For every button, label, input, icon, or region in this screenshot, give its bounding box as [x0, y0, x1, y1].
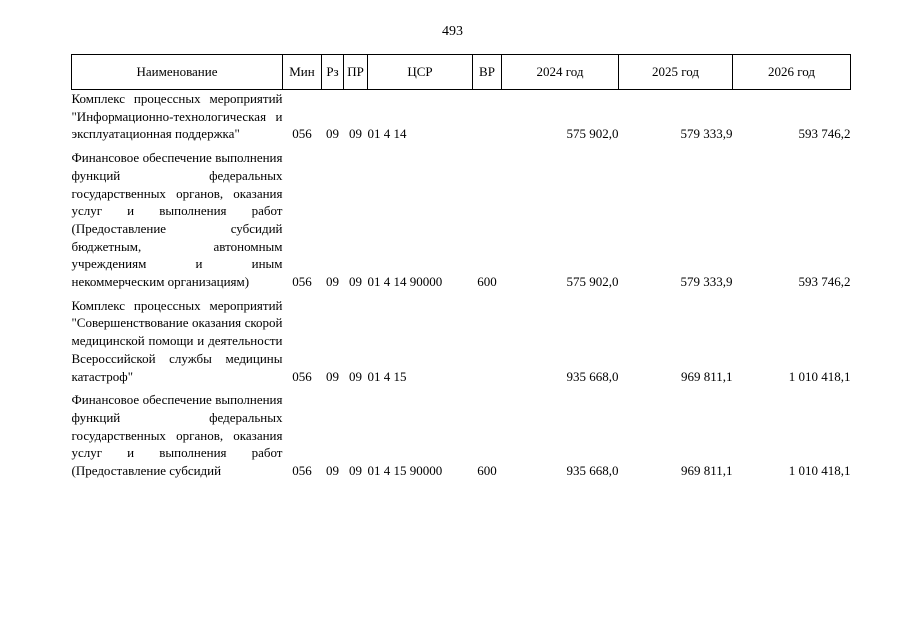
table-row: [72, 90, 851, 150]
row-pr: 09: [349, 274, 362, 290]
page-number: 493: [442, 24, 463, 39]
row-pr: 09: [349, 126, 362, 142]
row-min: 056: [292, 463, 312, 479]
header-2025: 2025 год: [619, 55, 733, 90]
row-vr: 600: [477, 463, 497, 479]
header-2024: 2024 год: [502, 55, 619, 90]
row-name: Комплекс процессных мероприятий "Совершенствование оказания скорой медицинской помощи и деятельности Всероссийской службы медицины катастроф": [71, 297, 283, 384]
row-2025: 969 811,1: [680, 368, 733, 384]
row-rz: 09: [326, 463, 339, 479]
row-rz: 09: [326, 368, 339, 384]
row-2024: 935 668,0: [566, 463, 619, 479]
row-pr: 09: [349, 463, 362, 479]
row-min: 056: [292, 368, 312, 384]
row-name: Финансовое обеспечение выполнения функций федеральных государственных органов, оказания услуг и выполнения работ (Предоставление субсидий бюджетным, автономным учреждениям и иным некоммерческим организациям): [71, 150, 283, 290]
row-2026: 1 010 418,1: [788, 463, 851, 479]
row-2025: 969 811,1: [680, 463, 733, 479]
row-2024: 935 668,0: [566, 368, 619, 384]
row-vr: [473, 90, 502, 150]
row-csr: 01 4 14 90000: [367, 274, 443, 290]
row-name: Финансовое обеспечение выполнения функций федеральных государственных органов, оказания услуг и выполнения работ (Предоставление субсидий: [71, 392, 283, 479]
row-vr: 600: [477, 274, 497, 290]
table-header-row: [72, 55, 851, 90]
header-pr: ПР: [344, 55, 368, 90]
table-row: [72, 149, 851, 297]
header-vr: ВР: [473, 55, 502, 90]
table-row: [72, 297, 851, 392]
row-rz: 09: [326, 126, 339, 142]
row-2025: 579 333,9: [680, 126, 733, 142]
row-csr: 01 4 15 90000: [367, 463, 443, 479]
budget-table: [71, 54, 851, 480]
row-2026: 593 746,2: [798, 274, 851, 290]
row-csr: 01 4 14: [367, 126, 407, 142]
header-name: Наименование: [72, 55, 283, 90]
row-pr: 09: [349, 368, 362, 384]
header-rz: Рз: [322, 55, 344, 90]
row-csr: 01 4 15: [367, 368, 407, 384]
row-vr: [473, 297, 502, 392]
row-2025: 579 333,9: [680, 274, 733, 290]
header-min: Мин: [283, 55, 322, 90]
row-min: 056: [292, 274, 312, 290]
row-2024: 575 902,0: [566, 274, 619, 290]
table-row: [72, 391, 851, 480]
header-2026: 2026 год: [733, 55, 851, 90]
row-2024: 575 902,0: [566, 126, 619, 142]
row-2026: 1 010 418,1: [788, 368, 851, 384]
row-min: 056: [292, 126, 312, 142]
row-rz: 09: [326, 274, 339, 290]
row-name: Комплекс процессных мероприятий "Информационно-технологическая и эксплуатационная поддержка": [71, 91, 283, 142]
row-2026: 593 746,2: [798, 126, 851, 142]
header-csr: ЦСР: [368, 55, 473, 90]
